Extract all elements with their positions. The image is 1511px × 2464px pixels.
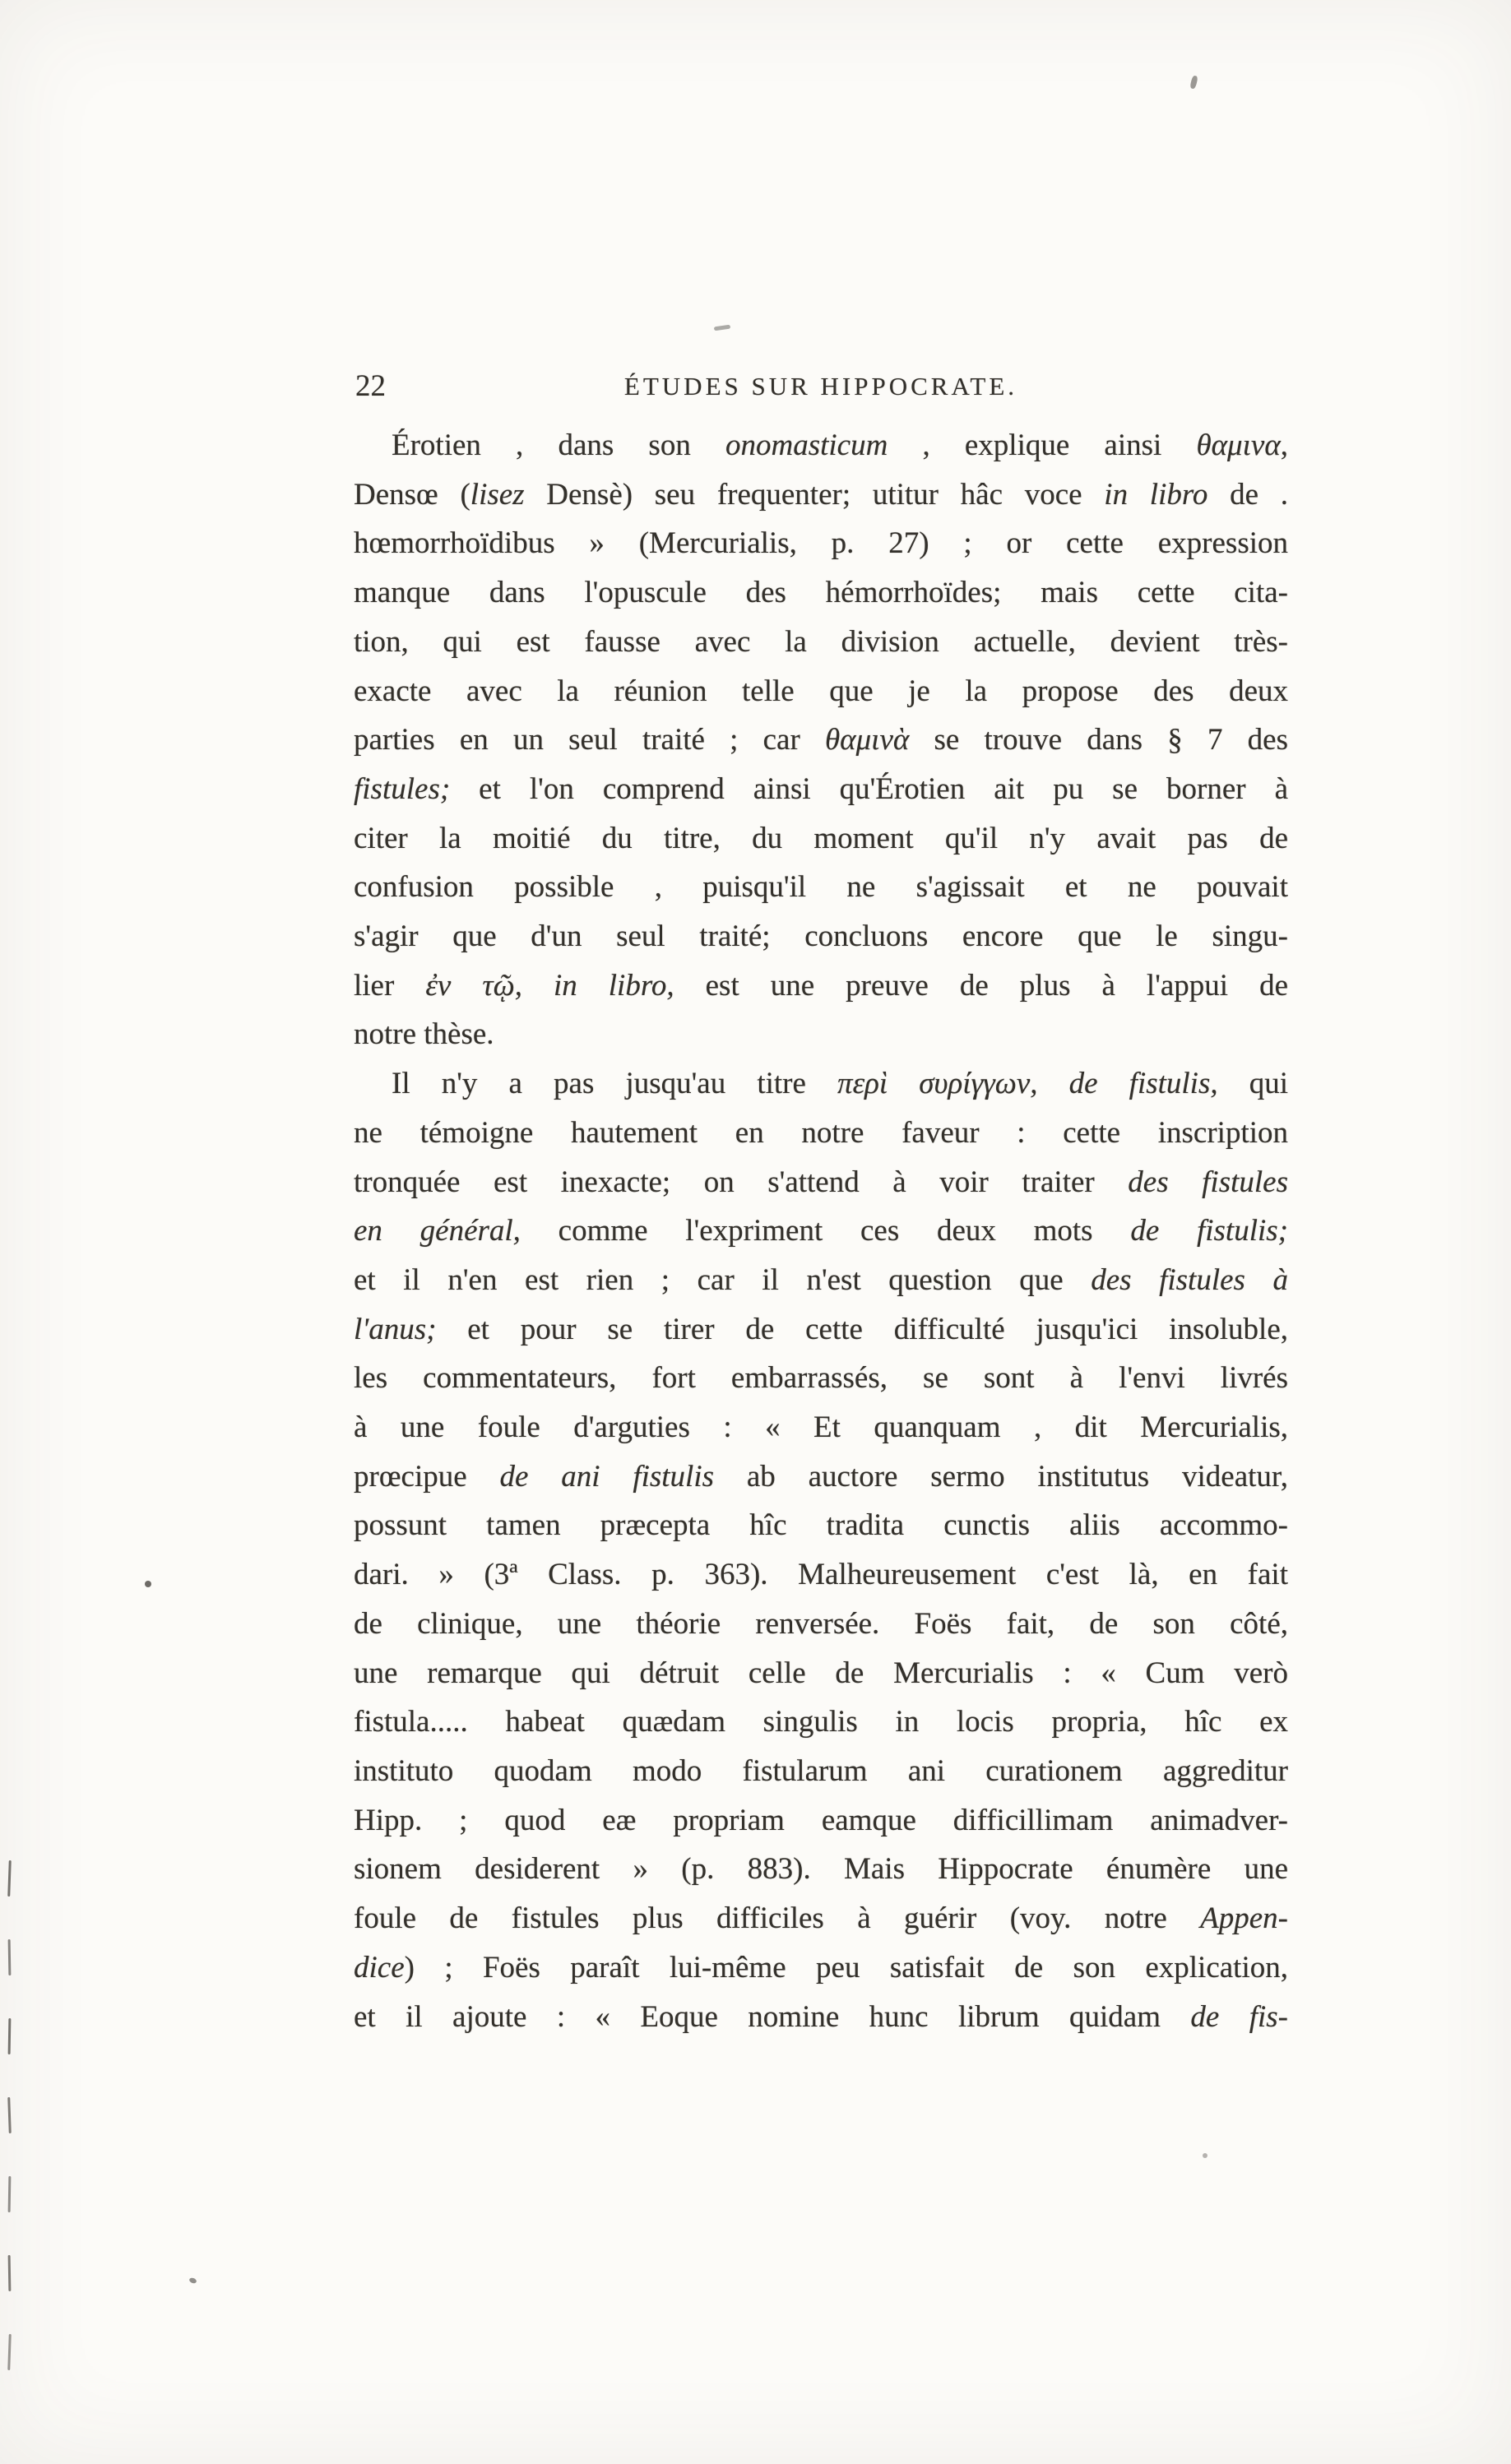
text-line — [354, 1993, 1288, 2042]
italic-text: in libro — [1104, 477, 1208, 512]
text-segment: manque dans l'opuscule des hémorrhoïdes; mais cette cita- — [354, 576, 1288, 610]
italic-text: fistules; — [354, 771, 451, 806]
scan-speck — [1189, 75, 1198, 89]
text-segment: Densœ ( — [354, 477, 470, 512]
text-line — [354, 961, 1288, 1011]
text-segment: fistula..... habeat quædam singulis in locis propria, hîc ex — [354, 1705, 1288, 1739]
italic-text: de ani fistulis — [499, 1459, 715, 1494]
scan-margin-stroke — [7, 1860, 12, 1897]
text-line — [354, 1550, 1288, 1600]
text-line — [354, 1501, 1288, 1550]
italic-text: l'anus; — [354, 1312, 437, 1346]
text-segment: parties en un seul traité ; car — [354, 723, 825, 757]
text-line — [354, 1943, 1288, 1993]
text-segment: se trouve dans § 7 des — [909, 723, 1288, 757]
text-line — [354, 912, 1288, 961]
text-segment: tion, qui est fausse avec la division actuelle, devient très- — [354, 624, 1288, 659]
text-segment: confusion possible , puisqu'il ne s'agissait et ne pouvait — [354, 870, 1288, 905]
text-segment: exacte avec la réunion telle que je la propose des deux — [354, 674, 1288, 708]
italic-text: de fistulis; — [1130, 1214, 1288, 1248]
text-line — [354, 765, 1288, 814]
scan-margin-stroke — [8, 2255, 12, 2291]
scan-speck — [188, 2277, 197, 2285]
italic-text: θαμινὰ — [825, 723, 910, 757]
italic-text: lisez — [470, 477, 525, 512]
text-segment: Densè) seu frequenter; utitur hâc voce — [524, 477, 1105, 512]
text-segment: une remarque qui détruit celle de Mercurialis : « Cum verò — [354, 1656, 1288, 1690]
text-segment: citer la moitié du titre, du moment qu'il n'y avait pas de — [354, 821, 1288, 855]
text-segment: s'agir que d'un seul traité; concluons encore que le singu- — [354, 919, 1288, 954]
text-segment: sionem desiderent » (p. 883). Mais Hippocrate énumère une — [354, 1852, 1288, 1887]
text-segment: Érotien , dans son — [392, 428, 725, 462]
paragraph — [354, 1059, 1288, 2041]
italic-text: onomasticum — [725, 428, 888, 462]
text-segment: les commentateurs, fort embarrassés, se sont à l'envi livrés — [354, 1361, 1288, 1396]
text-line — [354, 1158, 1288, 1207]
text-segment: et l'on comprend ainsi qu'Érotien ait pu se borner à — [450, 771, 1288, 806]
text-segment: , — [1280, 428, 1288, 462]
italic-text: dice — [354, 1950, 405, 1985]
text-segment: instituto quodam modo fistularum ani curationem aggreditur — [354, 1753, 1288, 1788]
text-segment: foule de fistules plus difficiles à guérir (voy. notre — [354, 1901, 1201, 1936]
text-line — [354, 1796, 1288, 1846]
scan-margin-stroke — [7, 2334, 12, 2370]
text-segment: comme l'expriment ces deux mots — [520, 1214, 1131, 1248]
text-line — [354, 1354, 1288, 1403]
scan-margin-stroke — [8, 2018, 12, 2054]
text-segment: dari. » (3ª Class. p. 363). Malheureusement c'est là, en fait — [354, 1558, 1288, 1592]
paragraph — [354, 421, 1288, 1059]
text-segment: prœcipue — [354, 1459, 500, 1494]
text-line — [354, 1747, 1288, 1796]
text-segment: et il n'en est rien ; car il n'est question que — [354, 1262, 1092, 1297]
italic-text: de fis- — [1190, 1999, 1288, 2034]
text-body — [354, 421, 1288, 2041]
text-line — [354, 1697, 1288, 1747]
text-line — [354, 716, 1288, 765]
text-segment: Il n'y a pas jusqu'au titre — [392, 1067, 838, 1101]
text-line — [354, 1894, 1288, 1943]
text-line — [354, 568, 1288, 618]
text-segment: qui — [1217, 1067, 1288, 1101]
scan-speck — [714, 325, 731, 331]
text-segment: est une preuve de plus à l'appui de — [674, 968, 1288, 1003]
italic-text: des fistules — [1128, 1165, 1288, 1199]
text-line — [354, 1649, 1288, 1698]
scan-speck — [145, 1581, 151, 1587]
text-line — [354, 1207, 1288, 1256]
text-segment: ab auctore sermo institutus videatur, — [714, 1459, 1288, 1494]
text-segment: lier — [354, 968, 426, 1003]
text-line — [354, 863, 1288, 912]
text-segment: tronquée est inexacte; on s'attend à voir traiter — [354, 1165, 1129, 1199]
text-line — [354, 1600, 1288, 1649]
text-segment: de clinique, une théorie renversée. Foës fait, de son côté, — [354, 1606, 1288, 1641]
page-header — [354, 367, 1288, 406]
running-title: ÉTUDES SUR HIPPOCRATE. — [623, 372, 1018, 401]
italic-text: θαμινα — [1196, 428, 1281, 462]
italic-text: des fistules à — [1091, 1262, 1288, 1297]
text-line — [354, 814, 1288, 864]
italic-text: Appen- — [1200, 1901, 1288, 1936]
italic-text: en général, — [354, 1214, 521, 1248]
italic-text: ἐν τῷ, in libro, — [425, 968, 674, 1003]
text-line — [354, 618, 1288, 667]
text-line — [354, 519, 1288, 568]
text-segment: ne témoigne hautement en notre faveur : cette inscription — [354, 1115, 1288, 1150]
text-segment: et pour se tirer de cette difficulté jusqu'ici insoluble, — [436, 1312, 1288, 1346]
text-segment: hœmorrhoïdibus » (Mercurialis, p. 27) ; or cette expression — [354, 526, 1288, 561]
text-line — [354, 1109, 1288, 1158]
text-segment: Hipp. ; quod eæ propriam eamque difficillimam animadver- — [354, 1803, 1288, 1837]
scan-margin-stroke — [8, 2176, 12, 2212]
italic-text: περὶ συρίγγων, de fistulis, — [837, 1067, 1218, 1101]
text-segment: de . — [1207, 477, 1288, 512]
page-number: 22 — [355, 369, 386, 403]
text-segment: notre thèse. — [354, 1017, 494, 1052]
scan-speck — [1203, 2153, 1207, 2158]
text-segment: à une foule d'arguties : « Et quanquam , dit Mercurialis, — [354, 1410, 1288, 1445]
text-line — [354, 421, 1288, 470]
text-line — [354, 1305, 1288, 1355]
text-line — [354, 1256, 1288, 1305]
text-segment: et il ajoute : « Eoque nomine hunc librum quidam — [354, 1999, 1191, 2034]
text-line — [354, 1845, 1288, 1894]
text-line — [354, 470, 1288, 520]
text-segment: ) ; Foës paraît lui-même peu satisfait de son explication, — [404, 1950, 1288, 1985]
text-line — [354, 1010, 1288, 1059]
text-line — [354, 1059, 1288, 1109]
scan-margin-stroke — [8, 1939, 12, 1975]
text-line — [354, 1403, 1288, 1452]
scan-margin-stroke — [7, 2097, 12, 2133]
text-line — [354, 1452, 1288, 1502]
text-line — [354, 667, 1288, 716]
text-segment: possunt tamen præcepta hîc tradita cunctis aliis accommo- — [354, 1508, 1288, 1543]
text-segment: , explique ainsi — [888, 428, 1197, 462]
